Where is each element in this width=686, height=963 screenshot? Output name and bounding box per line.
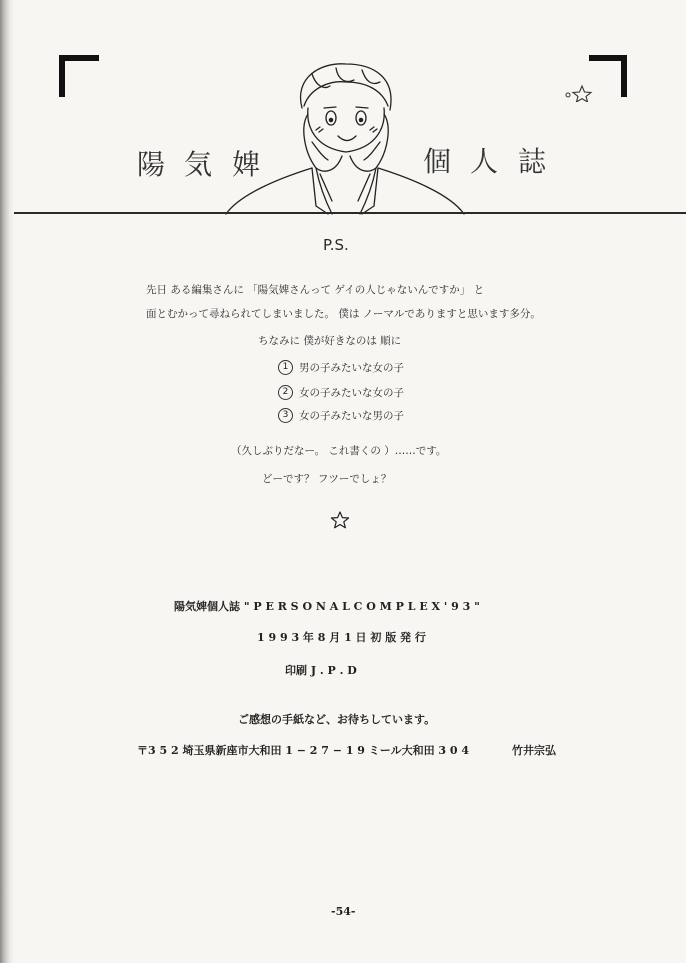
decorative-star-icon [564, 84, 594, 102]
left-corner-bracket [52, 50, 102, 100]
colophon-printer: 印刷 J . P . D [285, 664, 357, 677]
list-number: 2 [278, 385, 293, 400]
handwritten-line: （久しぶりだなー。 これ書くの ）……です。 [231, 445, 447, 457]
binding-edge [0, 0, 14, 963]
list-number: 3 [278, 408, 293, 423]
colophon-author: 竹井宗弘 [512, 744, 556, 757]
title-char: 人 [470, 145, 499, 178]
title-char: 誌 [518, 145, 547, 178]
colophon-address: 〒3 5 2 埼玉県新座市大和田 1 − 2 7 − 1 9 ミール大和田 3 0 4 [137, 744, 470, 757]
list-text: 女の子みたいな女の子 [299, 387, 404, 399]
character-illustration [220, 56, 470, 216]
title-char: 個 [423, 145, 452, 178]
list-item [278, 408, 404, 423]
handwritten-line: どーです？ フツーでしょ？ [262, 473, 392, 485]
title-char: 婢 [232, 148, 261, 181]
list-item [278, 385, 404, 400]
list-text: 女の子みたいな男の子 [299, 410, 404, 422]
handwritten-line: 先日 ある編集さんに 「陽気婢さんって ゲイの人じゃないんですか」 と [146, 284, 485, 296]
title-char: 気 [184, 148, 213, 181]
list-number: 1 [278, 360, 293, 375]
colophon-date: 1 9 9 3 年 8 月 1 日 初 版 発 行 [257, 631, 426, 644]
ps-heading: P.S. [323, 236, 349, 254]
title-char: 陽 [137, 148, 166, 181]
star-icon [330, 511, 350, 529]
page-number: -54- [331, 905, 356, 918]
colophon-title: 陽気婢個人誌 " P E R S O N A L C O M P L E X ' 9 3 " [174, 600, 480, 613]
handwritten-line: ちなみに 僕が好きなのは 順に [258, 335, 402, 347]
list-text: 男の子みたいな女の子 [299, 362, 404, 374]
list-item [278, 360, 404, 375]
handwritten-line: 面とむかって尋ねられてしまいました。 僕は ノーマルでありますと思います多分。 [146, 308, 541, 320]
header-rule [14, 212, 686, 214]
colophon-message: ご感想の手紙など、お待ちしています。 [238, 713, 436, 726]
